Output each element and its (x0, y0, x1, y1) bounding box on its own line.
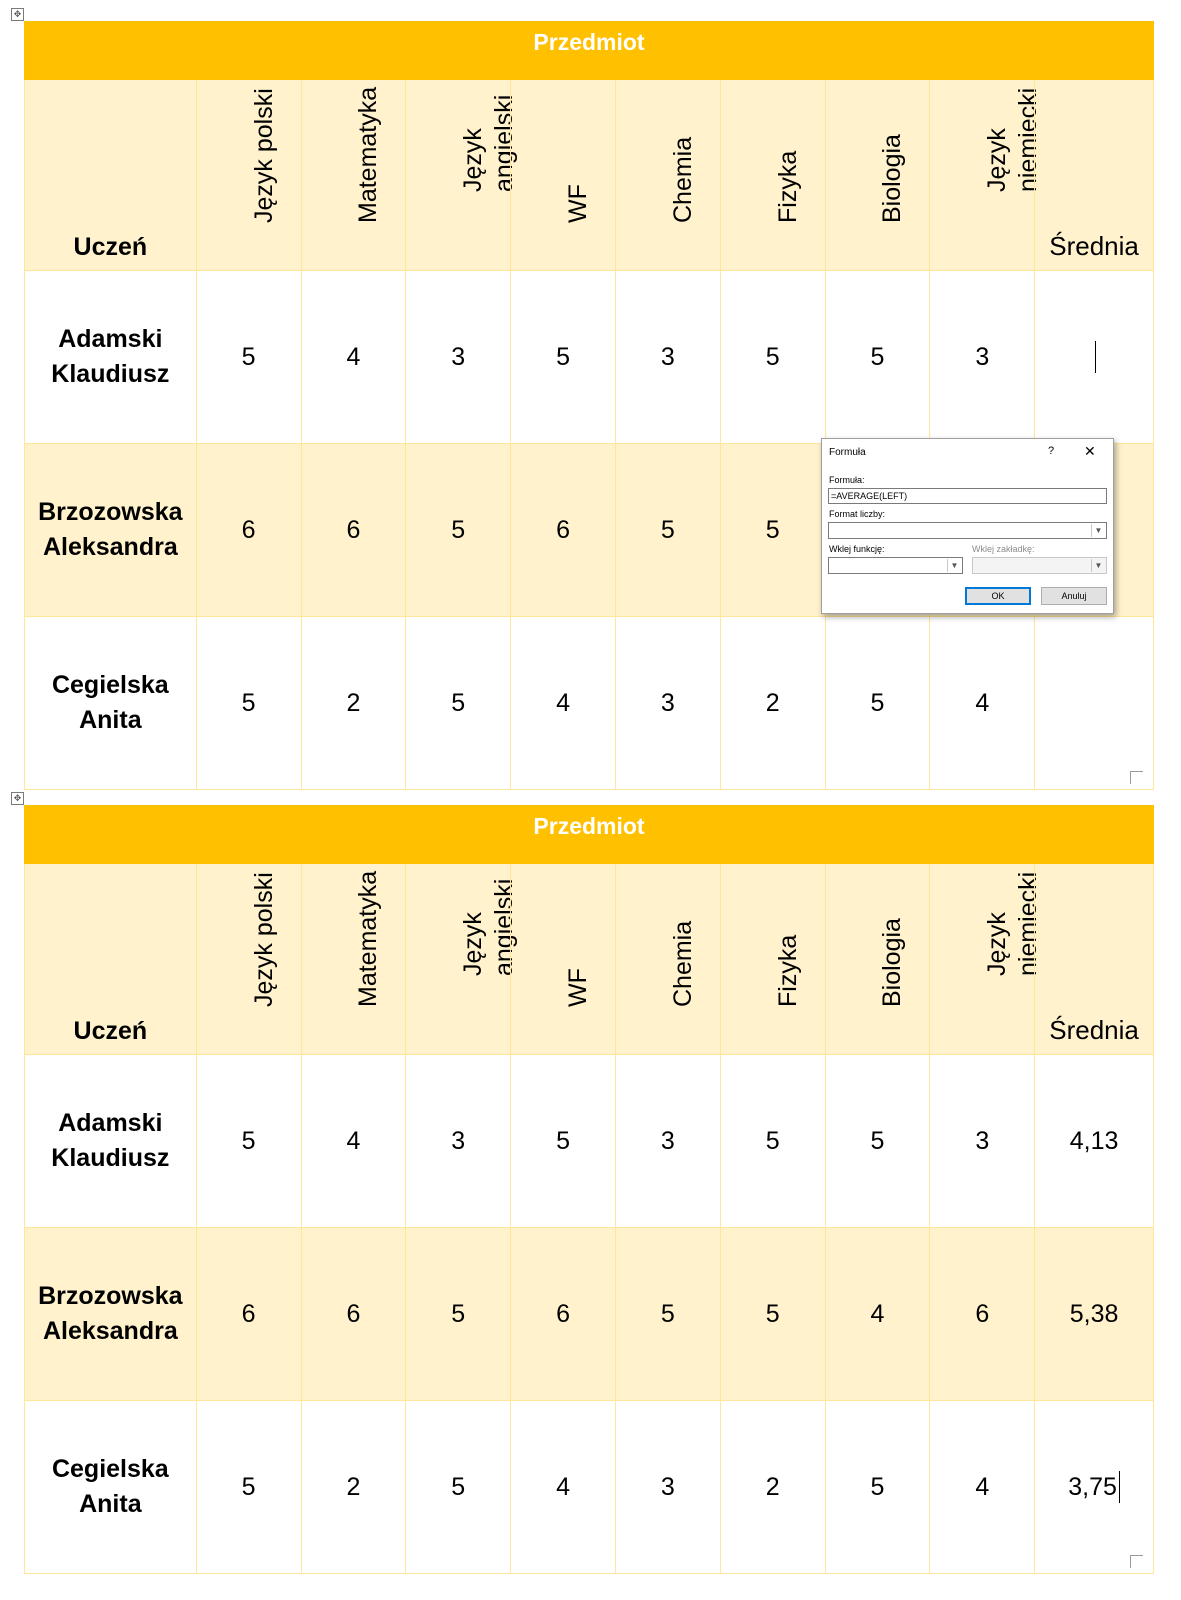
subject-header-cell[interactable] (825, 80, 930, 270)
grade-cell[interactable]: 4 (929, 617, 1034, 789)
subject-header-cell[interactable] (405, 80, 519, 270)
subject-header: Matematyka (354, 870, 383, 1007)
grade-cell[interactable]: 3 (615, 1055, 720, 1227)
header-row (24, 864, 1154, 1054)
grade-cell[interactable]: 5 (720, 1228, 825, 1400)
grade-cell[interactable]: 6 (929, 1228, 1034, 1400)
grade-cell[interactable]: 5 (720, 271, 825, 443)
subject-header-cell[interactable] (301, 864, 406, 1054)
grade-cell[interactable]: 5 (825, 617, 930, 789)
subject-header: Język polski (249, 88, 278, 223)
subject-header: Biologia (878, 134, 907, 223)
average-header: Średnia (1049, 1015, 1139, 1045)
help-button[interactable]: ? (1048, 445, 1055, 457)
grade-cell[interactable]: 6 (196, 1228, 301, 1400)
chevron-down-icon: ▼ (1091, 559, 1105, 572)
average-header-cell[interactable] (1034, 80, 1154, 270)
subject-header-cell[interactable] (510, 864, 615, 1054)
subject-header-cell[interactable] (510, 80, 615, 270)
subject-header-cell[interactable] (615, 864, 720, 1054)
student-name-cell[interactable]: Cegielska Anita (24, 617, 196, 789)
text-cursor (1095, 341, 1096, 373)
table-row (24, 616, 1154, 790)
table-row (24, 270, 1154, 443)
student-header: Uczeń (73, 233, 148, 261)
average-value: 3,75 (1068, 1472, 1117, 1501)
average-cell[interactable] (1034, 617, 1154, 789)
grade-cell[interactable]: 6 (510, 444, 615, 616)
grade-cell[interactable]: 5 (720, 444, 825, 616)
subject-header: WF (564, 184, 593, 223)
grade-cell[interactable]: 3 (615, 1401, 720, 1573)
grade-cell[interactable]: 5 (196, 1401, 301, 1573)
student-name-cell[interactable]: Adamski Klaudiusz (24, 271, 196, 443)
subject-header-cell[interactable] (720, 80, 825, 270)
subject-header-cell[interactable] (615, 80, 720, 270)
table-resize-handle[interactable] (1130, 771, 1143, 784)
number-format-select[interactable] (828, 522, 1107, 539)
grade-cell[interactable]: 3 (405, 1055, 510, 1227)
subject-header: Biologia (878, 918, 907, 1007)
table-row (24, 1054, 1154, 1227)
student-header-cell[interactable] (24, 864, 196, 1054)
subject-header: Chemia (668, 920, 697, 1007)
grade-cell[interactable]: 2 (301, 1401, 406, 1573)
grade-cell[interactable]: 5 (510, 1055, 615, 1227)
close-icon[interactable]: ✕ (1084, 443, 1096, 459)
grade-cell[interactable]: 6 (196, 444, 301, 616)
subject-header: Fizyka (773, 150, 802, 223)
table-title: Przedmiot (24, 805, 1154, 864)
formula-dialog (821, 438, 1114, 614)
grade-cell[interactable]: 4 (510, 1401, 615, 1573)
grade-cell[interactable]: 4 (301, 271, 406, 443)
student-name-cell[interactable]: Brzozowska Aleksandra (24, 1228, 196, 1400)
grade-cell[interactable]: 2 (720, 617, 825, 789)
grade-cell[interactable]: 5 (405, 1401, 510, 1573)
dialog-title: Formuła (829, 447, 866, 458)
grade-cell[interactable]: 5 (405, 444, 510, 616)
grade-cell[interactable]: 5 (825, 1055, 930, 1227)
cancel-button[interactable]: Anuluj (1041, 587, 1107, 605)
subject-header-cell[interactable] (405, 864, 519, 1054)
grade-cell[interactable]: 5 (825, 271, 930, 443)
subject-header: Fizyka (773, 934, 802, 1007)
table-move-handle[interactable]: ✥ (11, 8, 24, 21)
grade-cell[interactable]: 2 (301, 617, 406, 789)
grade-cell[interactable]: 4 (929, 1401, 1034, 1573)
grade-cell[interactable]: 5 (405, 617, 510, 789)
subject-header-cell[interactable] (929, 80, 1043, 270)
grade-cell[interactable]: 5 (720, 1055, 825, 1227)
subject-header: Język niemiecki (983, 871, 1043, 976)
formula-input[interactable]: =AVERAGE(LEFT) (828, 488, 1107, 504)
grade-cell[interactable]: 5 (825, 1401, 930, 1573)
grade-cell[interactable]: 5 (196, 617, 301, 789)
header-row (24, 80, 1154, 270)
subject-header: Chemia (668, 136, 697, 223)
grade-cell[interactable]: 3 (615, 271, 720, 443)
grade-cell[interactable]: 5 (615, 444, 720, 616)
subject-header-cell[interactable] (196, 80, 301, 270)
subject-header: Język angielski (459, 878, 519, 976)
subject-header: WF (564, 968, 593, 1007)
student-header-cell[interactable] (24, 80, 196, 270)
subject-header-cell[interactable] (929, 864, 1043, 1054)
grades-table-before (24, 21, 1154, 790)
subject-header-cell[interactable] (720, 864, 825, 1054)
student-name-cell[interactable]: Adamski Klaudiusz (24, 1055, 196, 1227)
paste-bookmark-select[interactable] (972, 557, 1107, 574)
subject-header-cell[interactable] (196, 864, 301, 1054)
grade-cell[interactable]: 4 (301, 1055, 406, 1227)
number-format-label: Format liczby: (829, 509, 886, 519)
grade-cell[interactable]: 3 (405, 271, 510, 443)
grade-cell[interactable]: 5 (196, 271, 301, 443)
text-cursor (1119, 1471, 1120, 1503)
chevron-down-icon: ▼ (1091, 524, 1105, 537)
subject-header: Język angielski (459, 94, 519, 192)
ok-button[interactable]: OK (965, 587, 1031, 605)
table-row (24, 1400, 1154, 1574)
subject-header: Język polski (249, 872, 278, 1007)
subject-header-cell[interactable] (301, 80, 406, 270)
grade-cell[interactable]: 2 (720, 1401, 825, 1573)
grade-cell[interactable]: 5 (196, 1055, 301, 1227)
student-name-cell[interactable]: Cegielska Anita (24, 1401, 196, 1573)
grade-cell[interactable]: 5 (405, 1228, 510, 1400)
table-move-handle[interactable]: ✥ (11, 792, 24, 805)
average-header-cell[interactable] (1034, 864, 1154, 1054)
grades-table-after (24, 805, 1154, 1574)
grade-cell[interactable]: 4 (510, 617, 615, 789)
table-title: Przedmiot (24, 21, 1154, 80)
subject-header: Język niemiecki (983, 87, 1043, 192)
grade-cell[interactable]: 4 (825, 1228, 930, 1400)
table-resize-handle[interactable] (1130, 1555, 1143, 1568)
paste-function-select[interactable] (828, 557, 963, 574)
grade-cell[interactable]: 5 (615, 1228, 720, 1400)
subject-header-cell[interactable] (825, 864, 930, 1054)
chevron-down-icon: ▼ (947, 559, 961, 572)
paste-function-label: Wklej funkcję: (829, 544, 885, 554)
grade-cell[interactable]: 3 (615, 617, 720, 789)
grade-cell[interactable]: 6 (510, 1228, 615, 1400)
grade-cell[interactable]: 6 (301, 444, 406, 616)
grade-cell[interactable]: 3 (929, 1055, 1034, 1227)
table-row (24, 1227, 1154, 1400)
average-header: Średnia (1049, 231, 1139, 261)
paste-bookmark-label: Wklej zakładkę: (972, 544, 1035, 554)
grade-cell[interactable]: 5 (510, 271, 615, 443)
student-header: Uczeń (73, 1017, 148, 1045)
formula-label: Formuła: (829, 475, 865, 485)
average-cell[interactable] (1034, 1401, 1154, 1573)
subject-header: Matematyka (354, 86, 383, 223)
average-cell[interactable]: 5,38 (1034, 1228, 1154, 1400)
average-cell[interactable] (1034, 271, 1154, 443)
student-name-cell[interactable]: Brzozowska Aleksandra (24, 444, 196, 616)
average-cell[interactable]: 4,13 (1034, 1055, 1154, 1227)
grade-cell[interactable]: 6 (301, 1228, 406, 1400)
grade-cell[interactable]: 3 (929, 271, 1034, 443)
